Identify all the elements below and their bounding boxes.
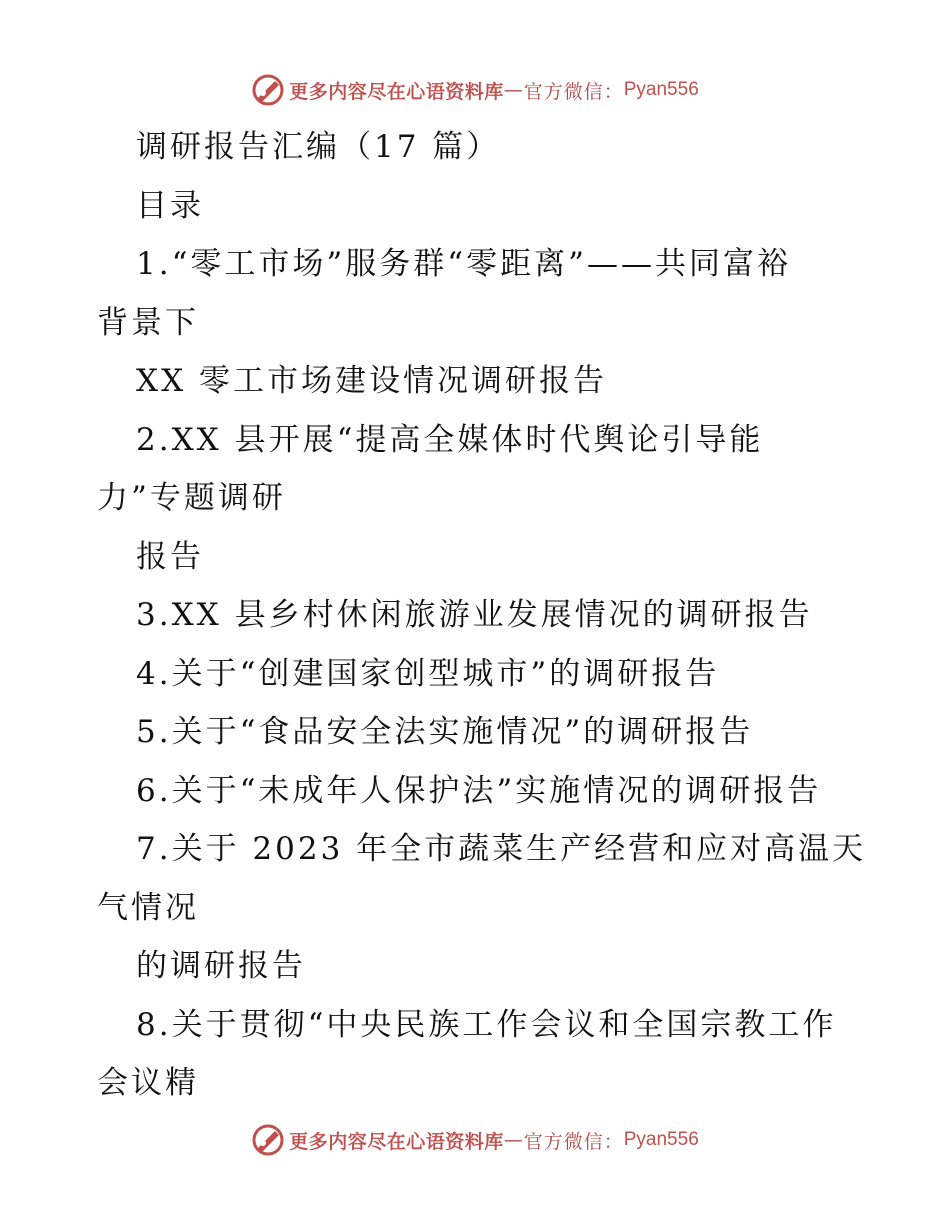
watermark-wechat-label: 官方微信：	[523, 80, 624, 103]
toc-item-8: 8.关于贯彻“中央民族工作会议和全国宗教工作	[136, 1006, 837, 1043]
toc-item-2-cont2: 报告	[136, 538, 204, 575]
watermark-dash: —	[503, 79, 524, 101]
document-body	[0, 118, 950, 1113]
toc-item-1-cont: 背景下	[97, 304, 199, 341]
toc-item-4: 4.关于“创建国家创型城市”的调研报告	[136, 655, 720, 692]
pen-circle-logo-icon	[251, 1123, 285, 1157]
toc-item-1: 1.“零工市场”服务群“零距离”——共同富裕	[136, 246, 791, 282]
toc-item-2-cont: 力”专题调研	[97, 480, 286, 516]
pen-circle-logo-icon	[251, 73, 285, 107]
toc-item-1-cont2: XX 零工市场建设情况调研报告	[136, 363, 607, 399]
toc-item-7: 7.关于 2023 年全市蔬菜生产经营和应对高温天	[136, 831, 867, 867]
toc-item-5: 5.关于“食品安全法实施情况”的调研报告	[136, 714, 754, 750]
toc-item-3: 3.XX 县乡村休闲旅游业发展情况的调研报告	[136, 597, 813, 633]
document-title: 调研报告汇编（17 篇）	[136, 129, 501, 165]
watermark-header	[0, 70, 950, 110]
toc-item-8-cont: 会议精	[97, 1065, 199, 1101]
watermark-wechat-id: Pyan556	[623, 1129, 699, 1150]
toc-item-7-cont2: 的调研报告	[136, 948, 306, 984]
toc-item-7-cont: 气情况	[97, 889, 199, 926]
watermark-wechat-label: 官方微信：	[523, 1130, 624, 1153]
watermark-text-main: 更多内容尽在心语资料库	[289, 80, 504, 103]
watermark-text-main: 更多内容尽在心语资料库	[289, 1130, 504, 1153]
watermark-dash: —	[503, 1129, 524, 1151]
watermark-wechat-id: Pyan556	[623, 79, 699, 100]
watermark-footer	[0, 1120, 950, 1160]
toc-heading: 目录	[136, 187, 204, 224]
toc-item-2: 2.XX 县开展“提高全媒体时代舆论引导能	[136, 421, 764, 458]
toc-item-6: 6.关于“未成年人保护法”实施情况的调研报告	[136, 772, 822, 809]
